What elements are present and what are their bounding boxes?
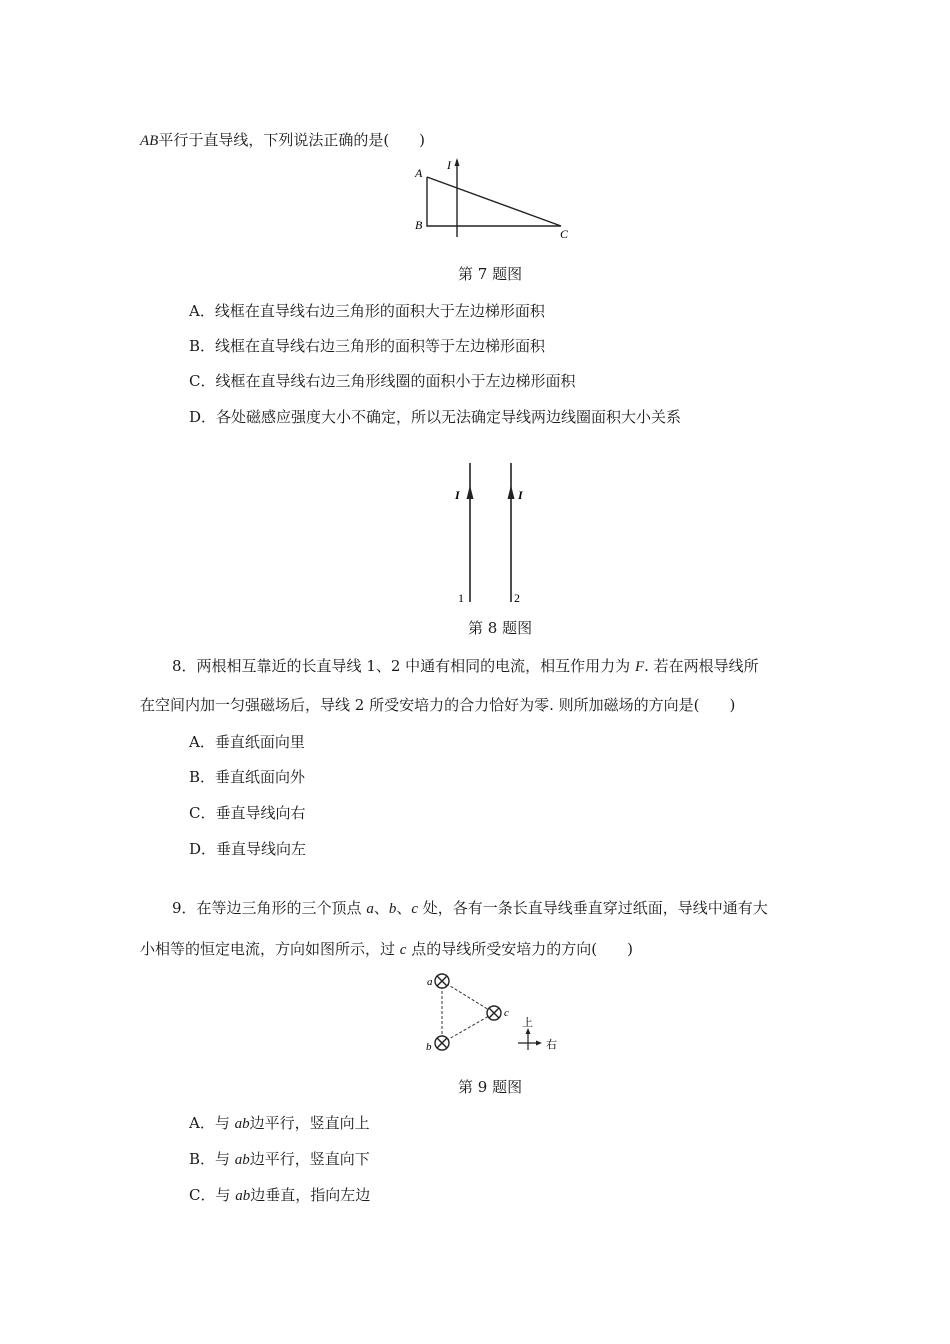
q8-option-b: B．垂直纸面向外 (189, 768, 306, 786)
q9-stem-text-a: 9．在等边三角形的三个顶点 (172, 899, 367, 917)
q7-label-I: I (447, 158, 451, 172)
q9-option-b-prefix: B．与 (189, 1150, 235, 1168)
q9-stem-text-b: 处，各有一条长直导线垂直穿过纸面，导线中通有大 (418, 899, 768, 917)
q8-label-I2: I (518, 488, 523, 502)
q9-sep1: 、 (373, 899, 389, 917)
q8-caption: 第 8 题图 (468, 619, 533, 637)
q9-stem-line2 (140, 938, 633, 959)
q9-var-c: c (411, 901, 419, 917)
q7-caption: 第 7 题图 (458, 265, 523, 283)
q8-label-2: 2 (514, 591, 520, 605)
q9-option-a-var: ab (234, 1116, 250, 1132)
q7-option-a: A．线框在直导线右边三角形的面积大于左边梯形面积 (189, 302, 545, 320)
q8-stem-line2: 在空间内加一匀强磁场后，导线 2 所受安培力的合力恰好为零. 则所加磁场的方向是( ) (140, 696, 736, 714)
q7-option-c: C．线框在直导线右边三角形线圈的面积小于左边梯形面积 (189, 372, 576, 390)
q8-stem-line1 (172, 655, 759, 676)
q8-var-F: F (634, 659, 645, 675)
q8-option-c: C．垂直导线向右 (189, 804, 306, 822)
q8-label-I1: I (455, 488, 460, 502)
q9-sep2: 、 (396, 899, 412, 917)
q9-option-c-prefix: C．与 (189, 1186, 236, 1204)
direction-axes-icon (518, 1028, 542, 1050)
q8-stem-text-b: . 若在两根导线所 (644, 657, 759, 675)
q8-option-d: D．垂直导线向左 (189, 840, 307, 858)
q9-label-a: a (427, 976, 433, 988)
q9-var-c2: c (399, 942, 407, 958)
q9-option-b-suffix: 边平行，竖直向下 (249, 1150, 370, 1168)
q9-option-a-prefix: A．与 (189, 1114, 235, 1132)
q9-label-b: b (426, 1041, 432, 1053)
q8-option-a: A．垂直纸面向里 (189, 733, 305, 751)
q7-label-B: B (415, 218, 423, 232)
wire-b-into-page-icon (435, 1036, 449, 1050)
q9-option-a-suffix: 边平行，竖直向上 (249, 1114, 370, 1132)
q9-var-b: b (388, 901, 397, 917)
q9-label-right: 右 (546, 1039, 557, 1051)
q7-option-d: D．各处磁感应强度大小不确定，所以无法确定导线两边线圈面积大小关系 (189, 408, 682, 426)
q9-var-a: a (366, 901, 374, 917)
q9-stem-line1 (172, 897, 768, 918)
q7-stem-text: 平行于直导线，下列说法正确的是( ) (158, 131, 426, 149)
wire-c-into-page-icon (487, 1006, 501, 1020)
wire-a-into-page-icon (435, 974, 449, 988)
q9-label-up: 上 (522, 1017, 533, 1029)
q7-var-ab: AB (140, 133, 159, 149)
q9-figure (420, 968, 565, 1060)
q9-option-c-suffix: 边垂直，指向左边 (250, 1186, 371, 1204)
q9-stem-text-d: 点的导线所受安培力的方向( ) (406, 940, 633, 958)
q9-option-c (189, 1184, 370, 1205)
q8-figure (450, 460, 535, 608)
q9-option-a (189, 1112, 370, 1133)
q7-stem (140, 129, 425, 150)
q8-label-1: 1 (458, 591, 464, 605)
q9-option-c-var: ab (235, 1188, 251, 1204)
q9-option-b-var: ab (234, 1152, 250, 1168)
q9-stem-text-c: 小相等的恒定电流，方向如图所示，过 (140, 940, 400, 958)
q9-label-c: c (504, 1007, 509, 1019)
q9-option-b (189, 1148, 370, 1169)
q7-label-C: C (560, 227, 569, 241)
q9-caption: 第 9 题图 (458, 1078, 523, 1096)
q7-figure (405, 155, 580, 245)
q7-option-b: B．线框在直导线右边三角形的面积等于左边梯形面积 (189, 337, 546, 355)
q7-label-A: A (415, 166, 423, 180)
q8-stem-text-a: 8．两根相互靠近的长直导线 1、2 中通有相同的电流，相互作用力为 (172, 657, 635, 675)
